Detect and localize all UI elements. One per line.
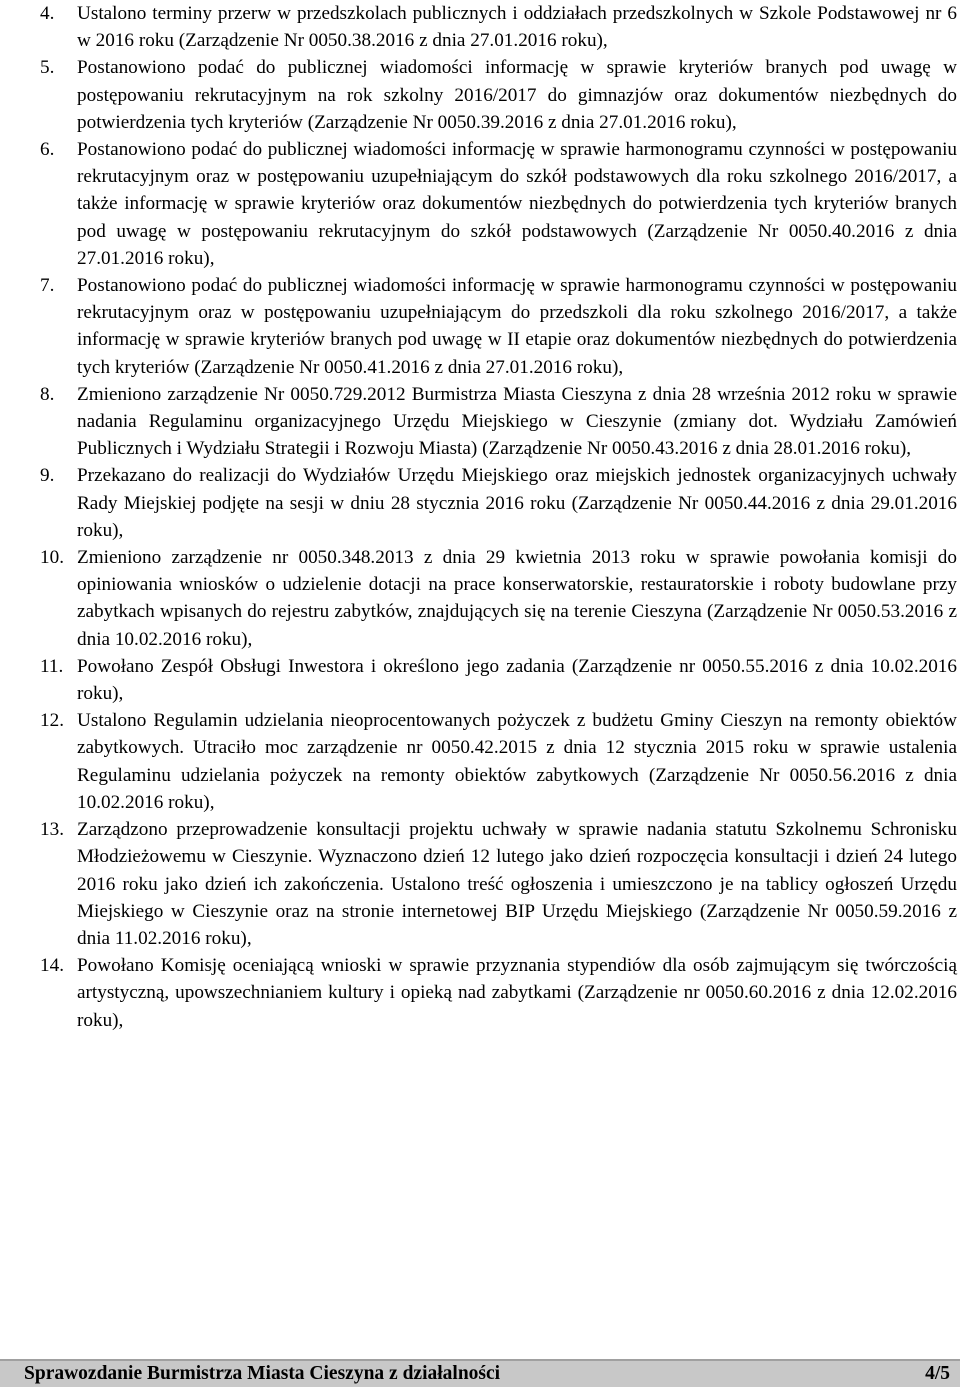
item-text: Ustalono terminy przerw w przedszkolach publicznych i oddziałach przedszkolnych w Szkole Podstawowej nr 6 w 2016 roku (Zarządzenie Nr 0050.38.2016 z dnia 27.01.2016 roku),: [77, 3, 957, 52]
list-item: [0, 462, 960, 544]
list-item: [0, 272, 960, 381]
item-number: 8.: [40, 383, 55, 405]
list-item: [0, 816, 960, 952]
item-text: Postanowiono podać do publicznej wiadomości informację w sprawie kryteriów branych pod uwagę w postępowaniu rekrutacyjnym na rok szkolny 2016/2017 do gimnazjów oraz dokumentów niezbędnych do potwierdzenia tych kryteriów (Zarządzenie Nr 0050.39.2016 z dnia 27.01.2016 roku),: [77, 57, 957, 133]
item-number: 7.: [40, 275, 55, 297]
list-item: [0, 707, 960, 816]
page-number: 4/5: [925, 1363, 950, 1384]
page-footer: [0, 1359, 960, 1387]
item-text: Postanowiono podać do publicznej wiadomości informację w sprawie harmonogramu czynności w postępowaniu rekrutacyjnym oraz w postępowaniu uzupełniającym do szkół podstawowych dla roku szkolnego 2016/2017, a także informację w sprawie kryteriów oraz dokumentów niezbędnych do potwierdzenia tych kryteriów branych pod uwagę w postępowaniu rekrutacyjnym do szkół podstawowych (Zarządzenie Nr 0050.40.2016 z dnia 27.01.2016 roku),: [77, 139, 957, 269]
list-item: [0, 136, 960, 272]
list-item: [0, 544, 960, 653]
list-item: [0, 54, 960, 136]
item-number: 11.: [40, 655, 64, 677]
item-text: Postanowiono podać do publicznej wiadomości informację w sprawie harmonogramu czynności w postępowaniu rekrutacyjnym oraz w postępowaniu uzupełniającym do przedszkoli dla roku szkolnego 2016/2017, a także informację w sprawie kryteriów branych pod uwagę w II etapie oraz dokumentów niezbędnych do potwierdzenia tych kryteriów (Zarządzenie Nr 0050.41.2016 z dnia 27.01.2016 roku),: [77, 275, 957, 378]
item-number: 5.: [40, 57, 55, 79]
list-item: [0, 381, 960, 463]
item-number: 9.: [40, 465, 55, 487]
item-text: Zmieniono zarządzenie nr 0050.348.2013 z dnia 29 kwietnia 2013 roku w sprawie powołania komisji do opiniowania wniosków o udzielenie dotacji na prace konserwatorskie, restauratorskie i roboty budowlane przy zabytkach wpisanych do rejestru zabytków, znajdujących się na terenie Cieszyna (Zarządzenie Nr 0050.53.2016 z dnia 10.02.2016 roku),: [77, 547, 957, 650]
item-number: 12.: [40, 710, 64, 732]
item-text: Zarządzono przeprowadzenie konsultacji projektu uchwały w sprawie nadania statutu Szkolnemu Schronisku Młodzieżowemu w Cieszynie. Wyznaczono dzień 12 lutego jako dzień rozpoczęcia konsultacji i dzień 24 lutego 2016 roku jako dzień ich zakończenia. Ustalono treść ogłoszenia i umieszczono je na tablicy ogłoszeń Urzędu Miejskiego w Cieszynie oraz na stronie internetowej BIP Urzędu Miejskiego (Zarządzenie Nr 0050.59.2016 z dnia 11.02.2016 roku),: [77, 819, 957, 949]
list-item: [0, 952, 960, 1034]
list-item: [0, 653, 960, 707]
item-text: Powołano Komisję oceniającą wnioski w sprawie przyznania stypendiów dla osób zajmującym się twórczością artystyczną, upowszechnianiem kultury i opieką nad zabytkami (Zarządzenie nr 0050.60.2016 z dnia 12.02.2016 roku),: [77, 955, 957, 1031]
item-number: 6.: [40, 139, 55, 161]
footer-title: Sprawozdanie Burmistrza Miasta Cieszyna z działalności: [24, 1363, 501, 1384]
item-number: 10.: [40, 547, 64, 569]
list-item: [0, 0, 960, 54]
item-number: 13.: [40, 819, 64, 841]
item-text: Zmieniono zarządzenie Nr 0050.729.2012 Burmistrza Miasta Cieszyna z dnia 28 września 2012 roku w sprawie nadania Regulaminu organizacyjnego Urzędu Miejskiego w Cieszynie (zmiany dot. Wydziału Zamówień Publicznych i Wydziału Strategii i Rozwoju Miasta) (Zarządzenie Nr 0050.43.2016 z dnia 28.01.2016 roku),: [77, 383, 957, 460]
item-number: 14.: [40, 955, 64, 977]
item-text: Przekazano do realizacji do Wydziałów Urzędu Miejskiego oraz miejskich jednostek organizacyjnych uchwały Rady Miejskiej podjęte na sesji w dniu 28 stycznia 2016 roku (Zarządzenie Nr 0050.44.2016 z dnia 29.01.2016 roku),: [77, 465, 957, 541]
item-number: 4.: [40, 3, 55, 24]
item-text: Powołano Zespół Obsługi Inwestora i określono jego zadania (Zarządzenie nr 0050.55.2016 z dnia 10.02.2016 roku),: [77, 655, 957, 705]
item-text: Ustalono Regulamin udzielania nieoprocentowanych pożyczek z budżetu Gminy Cieszyn na remonty obiektów zabytkowych. Utraciło moc zarządzenie nr 0050.42.2015 z dnia 12 stycznia 2015 roku w sprawie ustalenia Regulaminu udzielania pożyczek na remonty obiektów zabytkowych (Zarządzenie Nr 0050.56.2016 z dnia 10.02.2016 roku),: [77, 710, 957, 813]
